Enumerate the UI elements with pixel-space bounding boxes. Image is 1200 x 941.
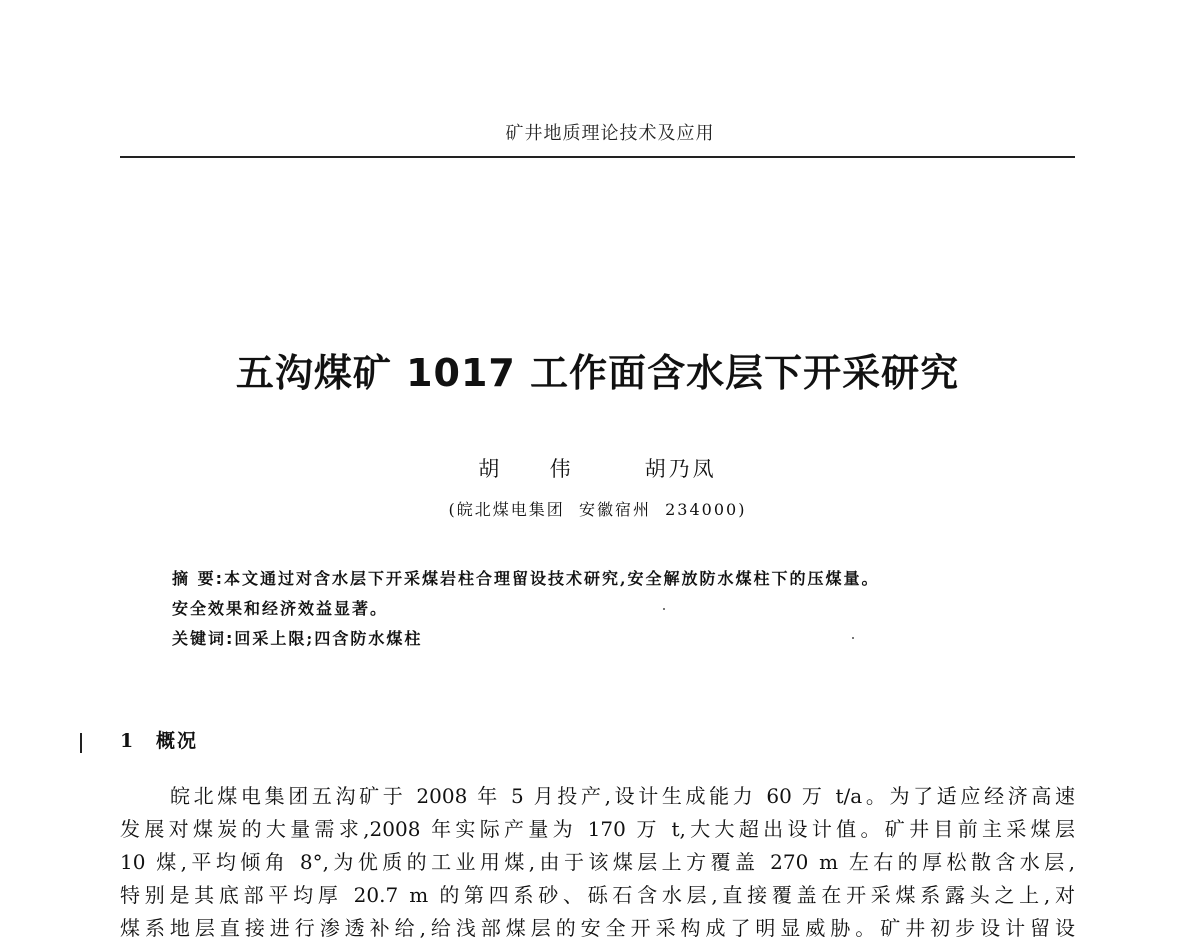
abstract-text: 安全效果和经济效益显著。 [172, 599, 389, 618]
paragraph-line: 皖北煤电集团五沟矿于 2008 年 5 月投产,设计生成能力 60 万 t/a。为了适应经济高速 [170, 784, 1075, 808]
keywords-text: 回采上限;四含防水煤柱 [234, 629, 423, 648]
paragraph-line: 发展对煤炭的大量需求,2008 年实际产量为 170 万 t,大大超出设计值。矿井目前主采煤层 [120, 817, 1075, 841]
paragraph-line: 特别是其底部平均厚 20.7 m 的第四系砂、砾石含水层,直接覆盖在开采煤系露头之上,对 [120, 883, 1075, 907]
keywords-label: 关键词: [172, 629, 235, 648]
abstract-text: 本文通过对含水层下开采煤岩柱合理留设技术研究,安全解放防水煤柱下的压煤量。 [223, 569, 880, 588]
margin-bar [80, 733, 82, 753]
section-heading [120, 726, 198, 753]
article-title: 五沟煤矿 1017 工作面含水层下开采研究 [235, 351, 960, 395]
scan-speck [852, 637, 854, 639]
abstract-line [172, 598, 1072, 628]
section-number: 1 [120, 730, 134, 752]
header-rule [120, 156, 1075, 158]
body-paragraph [120, 780, 1075, 941]
paragraph-line: 10 煤,平均倾角 8°,为优质的工业用煤,由于该煤层上方覆盖 270 m 左右的厚松散含水层, [120, 850, 1075, 874]
author-affiliation: (皖北煤电集团 安徽宿州 234000) [448, 500, 747, 519]
abstract-label: 摘 要: [172, 569, 224, 588]
abstract-block [172, 568, 1072, 658]
paragraph-line: 煤系地层直接进行渗透补给,给浅部煤层的安全开采构成了明显威胁。矿井初步设计留设 [120, 916, 1075, 940]
section-title: 概况 [156, 730, 199, 752]
running-header: 矿井地质理论技术及应用 [505, 123, 715, 144]
abstract-line [172, 568, 1072, 598]
keywords-line [172, 628, 1072, 658]
author-names: 胡 伟 胡乃凤 [478, 457, 717, 481]
scan-speck [663, 608, 665, 610]
